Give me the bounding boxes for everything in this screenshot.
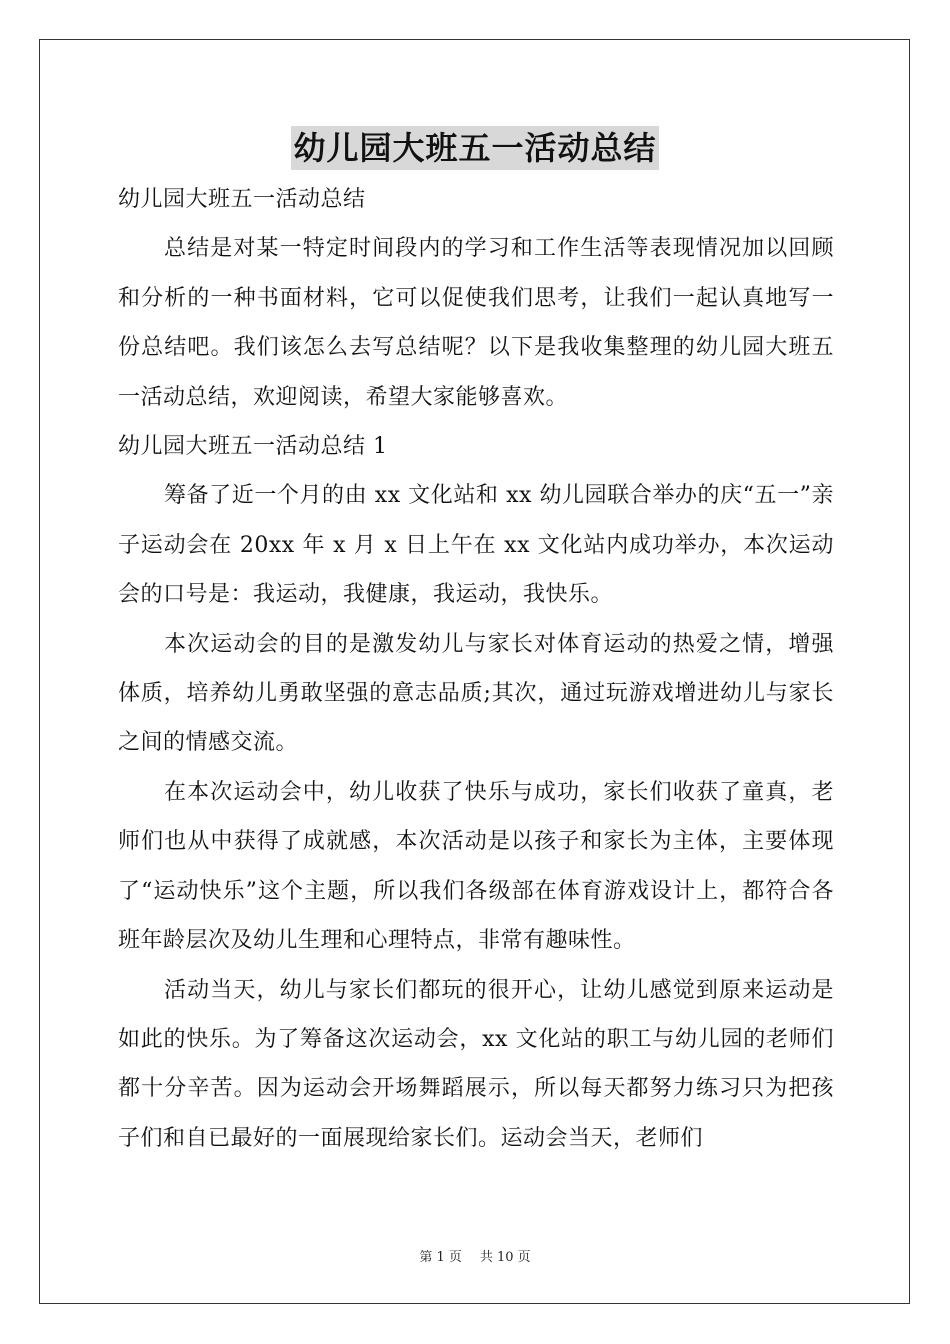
intro-paragraph: 总结是对某一特定时间段内的学习和工作生活等表现情况加以回顾和分析的一种书面材料，它可以促使我们思考，让我们一起认真地写一份总结吧。我们该怎么去写总结呢？以下是我收集整理的幼儿园大班五一活动总结，欢迎阅读，希望大家能够喜欢。 [118,236,834,410]
body-paragraph: 在本次运动会中，幼儿收获了快乐与成功，家长们收获了童真，老师们也从中获得了成就感，本次活动是以孩子和家长为主体，主要体现了“运动快乐”这个主题，所以我们各级部在体育游戏设计上，都符合各班年龄层次及幼儿生理和心理特点，非常有趣味性。 [118,779,834,954]
subtitle-line: 幼儿园大班五一活动总结 [118,187,366,212]
body-paragraph: 本次运动会的目的是激发幼儿与家长对体育运动的热爱之情，增强体质，培养幼儿勇敢坚强的意志品质;其次，通过玩游戏增进幼儿与家长之间的情感交流。 [118,631,834,756]
body-paragraph: 筹备了近一个月的由 xx 文化站和 xx 幼儿园联合举办的庆“五一”亲子运动会在 20xx 年 x 月 x 日上午在 xx 文化站内成功举办，本次运动会的口号是：我运动，我健康，我运动，我快乐。 [118,483,834,608]
title-container [0,126,950,170]
document-title: 幼儿园大班五一活动总结 [291,126,658,170]
page-footer [0,1246,950,1265]
body-paragraph: 活动当天，幼儿与家长们都玩的很开心，让幼儿感觉到原来运动是如此的快乐。为了筹备这次运动会，xx 文化站的职工与幼儿园的老师们都十分辛苦。因为运动会开场舞蹈展示，所以每天都努力练习只为把孩子们和自已最好的一面展现给家长们。运动会当天，老师们 [118,977,834,1151]
page-number: 第 1 页 [419,1250,462,1265]
page-total: 共 10 页 [479,1250,531,1265]
document-body [118,175,834,1163]
section-heading-1: 幼儿园大班五一活动总结 1 [118,434,388,460]
